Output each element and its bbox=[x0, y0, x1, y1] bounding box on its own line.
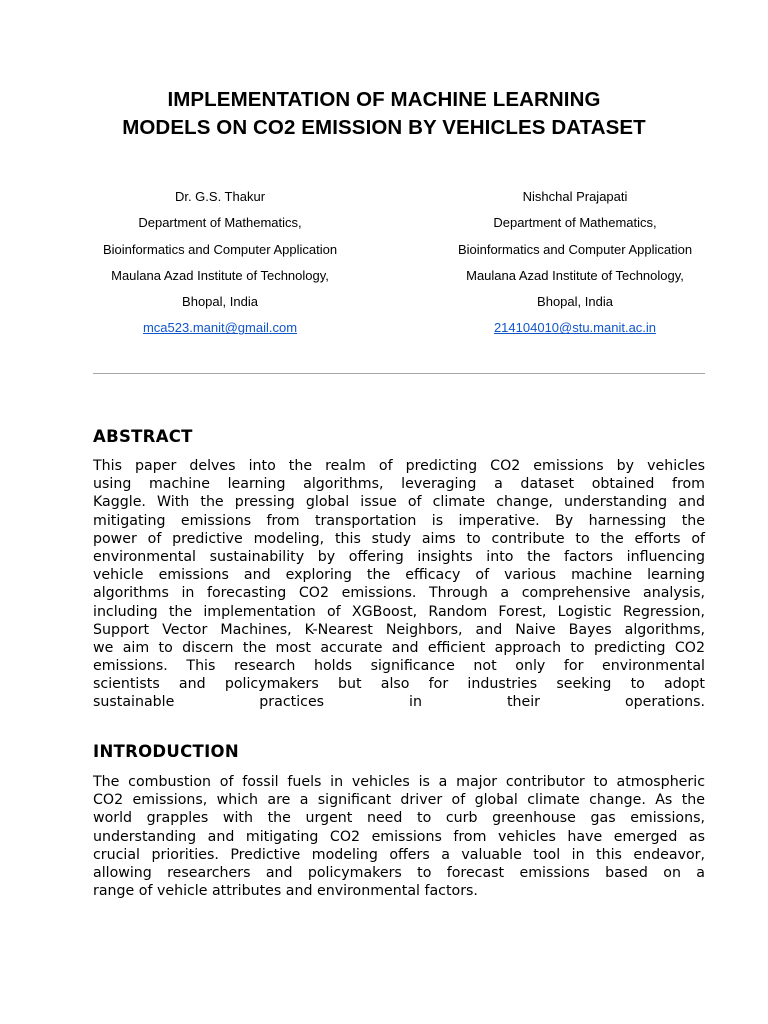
author-department-line-2: Bioinformatics and Computer Application bbox=[457, 241, 693, 257]
abstract-heading: ABSTRACT bbox=[93, 427, 193, 446]
introduction-line: The combustion of fossil fuels in vehicles is a major contributor to atmospheric bbox=[93, 774, 705, 790]
abstract-body bbox=[93, 457, 705, 712]
author-email-link[interactable]: mca523.manit@gmail.com bbox=[142, 320, 298, 336]
author-department-line-2: Bioinformatics and Computer Application bbox=[102, 241, 338, 257]
author-block-1 bbox=[88, 184, 352, 342]
abstract-line: emissions. This research holds significance not only for environmental bbox=[93, 658, 705, 675]
abstract-line: mitigating emissions from transportation is imperative. By harnessing the bbox=[93, 512, 705, 529]
abstract-line: Kaggle. With the pressing global issue of climate change, understanding and bbox=[93, 494, 705, 511]
author-email-link[interactable]: 214104010@stu.manit.ac.in bbox=[493, 320, 657, 336]
abstract-line: algorithms in forecasting CO2 emissions. Through a comprehensive analysis, bbox=[93, 585, 705, 602]
paper-title bbox=[40, 86, 728, 142]
author-institute: Maulana Azad Institute of Technology, bbox=[466, 267, 684, 283]
horizontal-divider bbox=[93, 373, 705, 374]
abstract-line: power of predictive modeling, this study aims to contribute to the efforts of bbox=[93, 530, 705, 547]
introduction-line: range of vehicle attributes and environmental factors. bbox=[93, 883, 478, 900]
introduction-line: CO2 emissions, which are a significant driver of global climate change. As the bbox=[93, 792, 705, 809]
title-line-1: IMPLEMENTATION OF MACHINE LEARNING bbox=[167, 88, 601, 111]
author-name: Nishchal Prajapati bbox=[522, 189, 628, 204]
abstract-line: vehicle emissions and exploring the efficacy of various machine learning bbox=[93, 567, 705, 584]
introduction-line: understanding and mitigating CO2 emissions from vehicles have emerged as bbox=[93, 828, 705, 845]
abstract-line: environmental sustainability by offering insights into the factors influencing bbox=[93, 548, 705, 565]
title-line-2: MODELS ON CO2 EMISSION BY VEHICLES DATASET bbox=[122, 116, 646, 139]
author-department: Department of Mathematics, bbox=[138, 215, 302, 231]
abstract-line: we aim to discern the most accurate and efficient approach to predicting CO2 bbox=[93, 639, 705, 656]
introduction-body bbox=[93, 773, 705, 900]
author-location: Bhopal, India bbox=[537, 294, 613, 310]
abstract-line: This paper delves into the realm of predicting CO2 emissions by vehicles bbox=[93, 458, 705, 474]
abstract-line: using machine learning algorithms, leveraging a dataset obtained from bbox=[93, 476, 705, 493]
abstract-line: including the implementation of XGBoost, Random Forest, Logistic Regression, bbox=[93, 603, 705, 620]
introduction-line: allowing researchers and policymakers to forecast emissions based on a bbox=[93, 864, 705, 881]
author-department: Department of Mathematics, bbox=[493, 215, 657, 231]
abstract-line: sustainable practices in their operations. bbox=[93, 694, 705, 711]
introduction-line: crucial priorities. Predictive modeling offers a valuable tool in this endeavor, bbox=[93, 846, 705, 863]
abstract-line: scientists and policymakers but also for industries seeking to adopt bbox=[93, 676, 705, 693]
abstract-line: Support Vector Machines, K-Nearest Neighbors, and Naive Bayes algorithms, bbox=[93, 621, 705, 638]
author-block-2 bbox=[443, 184, 707, 342]
author-location: Bhopal, India bbox=[182, 294, 258, 310]
author-name: Dr. G.S. Thakur bbox=[174, 189, 266, 204]
introduction-line: world grapples with the urgent need to curb greenhouse gas emissions, bbox=[93, 810, 705, 827]
author-institute: Maulana Azad Institute of Technology, bbox=[111, 267, 329, 283]
introduction-heading: INTRODUCTION bbox=[93, 742, 239, 761]
